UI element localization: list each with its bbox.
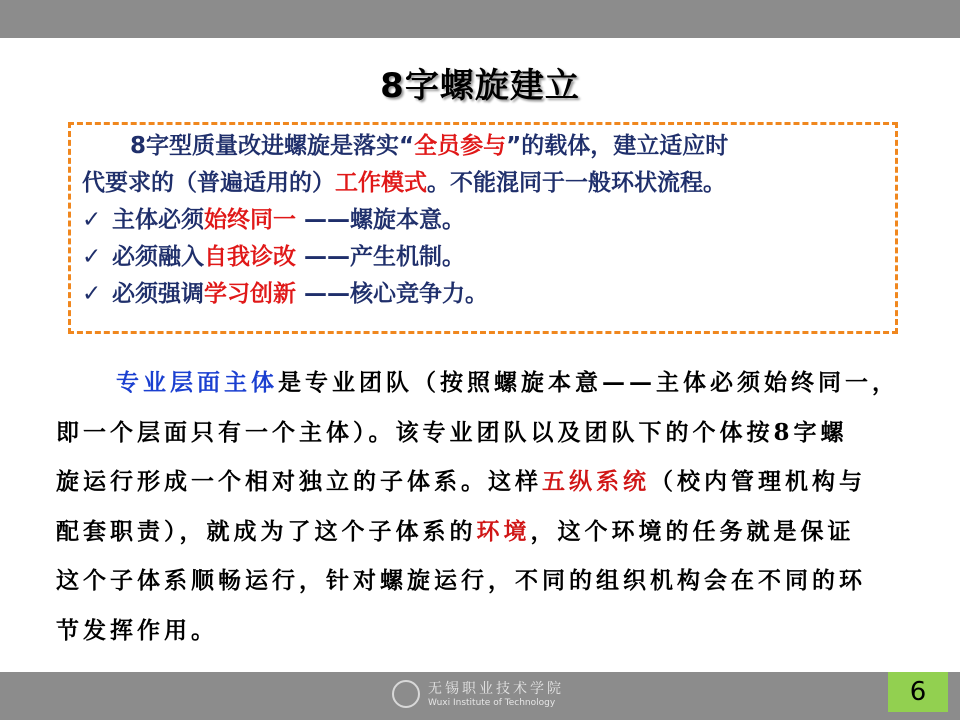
para-highlight-blue: 专业层面主体 bbox=[116, 369, 278, 396]
check-icon: ✓ bbox=[82, 207, 102, 233]
check-icon: ✓ bbox=[82, 281, 102, 307]
bullet-3-text: 必须强调 bbox=[112, 281, 204, 307]
check-icon: ✓ bbox=[82, 244, 102, 270]
bullet-3 bbox=[82, 276, 892, 313]
bullet-1-tail: ——螺旋本意。 bbox=[296, 207, 466, 233]
box-line-1-text: 8字型质量改进螺旋是落实“ bbox=[130, 133, 415, 159]
bullet-1 bbox=[82, 202, 892, 239]
para-line-1-text: 是专业团队（按照螺旋本意——主体必须始终同一， bbox=[278, 369, 899, 396]
body-paragraph bbox=[56, 358, 916, 655]
para-line-3 bbox=[56, 457, 916, 507]
bullet-1-text: 主体必须 bbox=[112, 207, 204, 233]
school-logo bbox=[392, 676, 612, 716]
para-line-4-tail: ，这个环境的任务就是保证 bbox=[530, 517, 855, 545]
box-text bbox=[82, 128, 892, 313]
para-line-4-text: 配套职责），就成为了这个子体系的 bbox=[56, 517, 477, 545]
logo-chinese-name: 无锡职业技术学院 bbox=[428, 681, 564, 697]
logo-english-name: Wuxi Institute of Technology bbox=[428, 698, 556, 708]
bullet-2-highlight: 自我诊改 bbox=[204, 244, 296, 270]
page-number: 6 bbox=[888, 672, 948, 712]
box-line-1-highlight: 全员参与 bbox=[414, 133, 507, 159]
box-line-2-text: 代要求的（普遍适用的） bbox=[82, 170, 335, 196]
para-line-2: 即一个层面只有一个主体）。该专业团队以及团队下的个体按8字螺 bbox=[56, 418, 848, 446]
box-line-2-highlight: 工作模式 bbox=[335, 170, 427, 196]
para-line-3-text: 旋运行形成一个相对独立的子体系。这样 bbox=[56, 468, 542, 495]
para-line-6: 节发挥作用。 bbox=[56, 616, 218, 644]
bullet-2-tail: ——产生机制。 bbox=[296, 244, 466, 270]
bullet-3-tail: ——核心竞争力。 bbox=[296, 281, 489, 307]
school-emblem-icon bbox=[392, 680, 420, 708]
box-line-2 bbox=[82, 165, 892, 202]
box-line-1-tail: ”的载体，建立适应时 bbox=[506, 133, 729, 159]
top-bar bbox=[0, 0, 960, 38]
bullet-2-text: 必须融入 bbox=[112, 244, 204, 270]
para-line-4 bbox=[56, 507, 916, 557]
bullet-2 bbox=[82, 239, 892, 276]
para-highlight-red: 五纵系统 bbox=[542, 468, 650, 495]
para-line-1 bbox=[56, 358, 916, 408]
para-highlight-red-2: 环境 bbox=[476, 517, 531, 545]
para-line-5: 这个子体系顺畅运行，针对螺旋运行，不同的组织机构会在不同的环 bbox=[56, 567, 866, 594]
bullet-1-highlight: 始终同一 bbox=[204, 207, 296, 233]
slide-title: 8字螺旋建立 bbox=[380, 66, 580, 106]
para-line-3-tail: （校内管理机构与 bbox=[650, 468, 866, 495]
box-line-1 bbox=[82, 128, 892, 165]
bullet-3-highlight: 学习创新 bbox=[204, 281, 296, 307]
box-line-2-tail: 。不能混同于一般环状流程。 bbox=[427, 170, 726, 196]
